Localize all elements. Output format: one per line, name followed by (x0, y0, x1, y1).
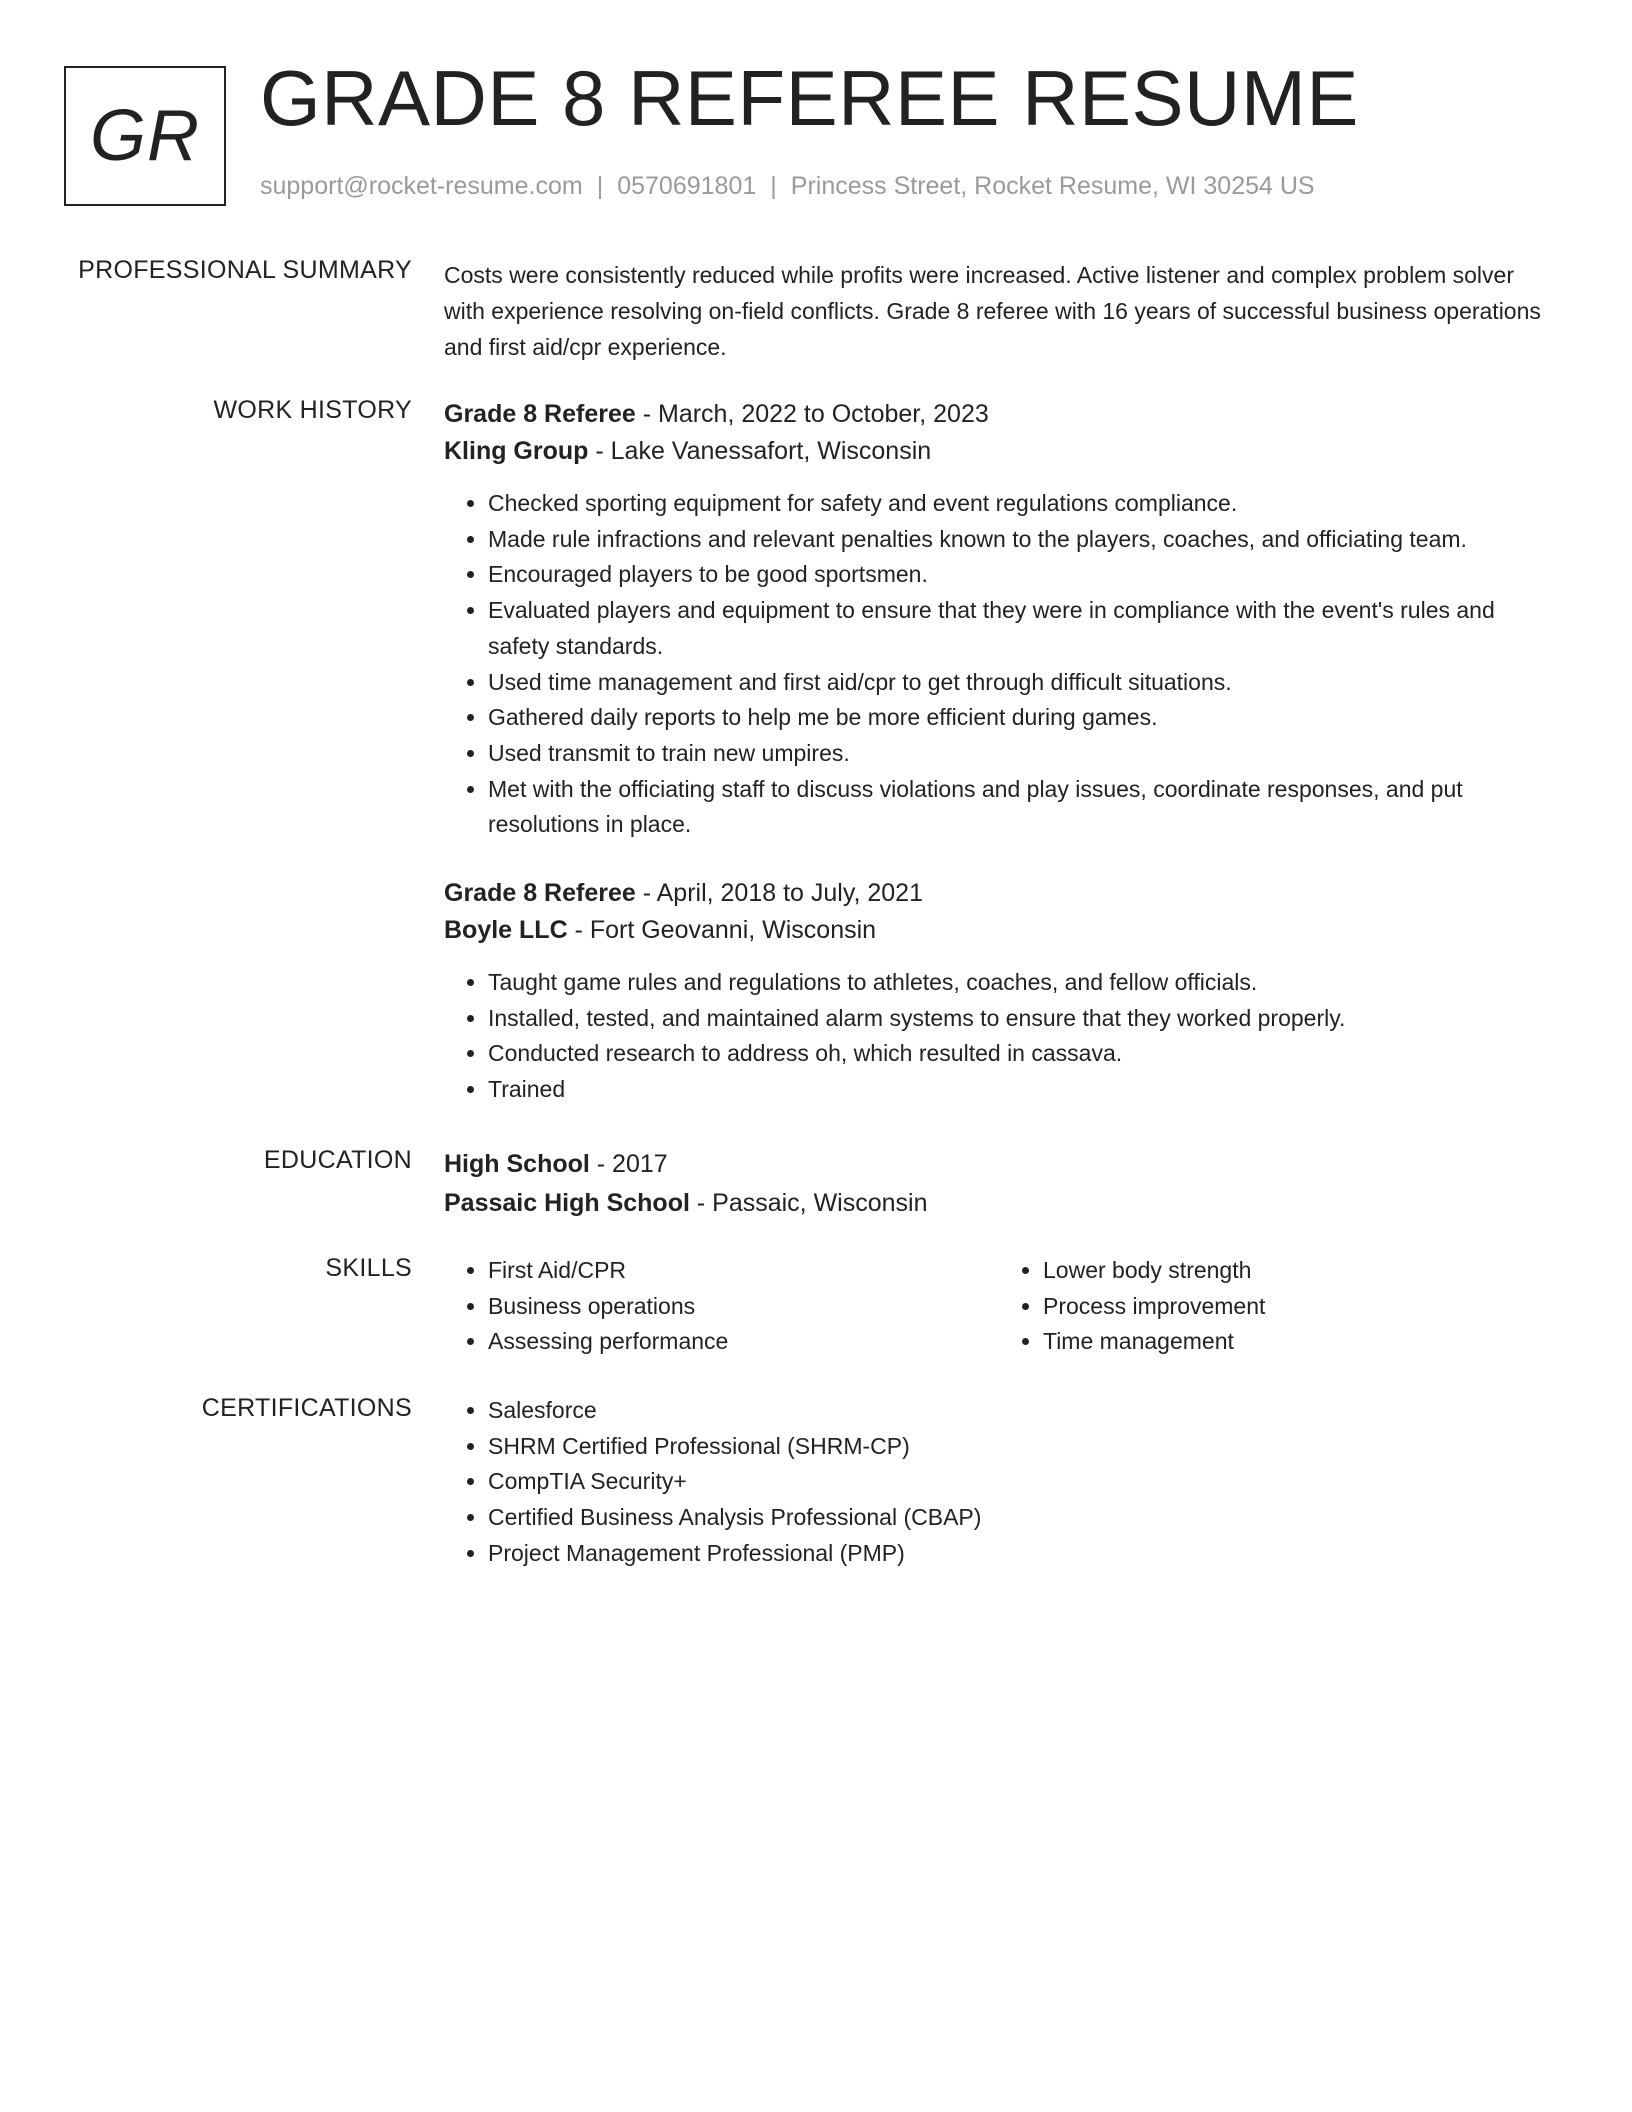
job-entry (444, 396, 1554, 843)
skill-item: • Process improvement (1043, 1289, 1554, 1325)
job-duties-list (444, 486, 1554, 843)
skills-grid (444, 1253, 1554, 1360)
job-title-line (444, 396, 1554, 433)
list-item: • Used transmit to train new umpires. (488, 736, 1554, 772)
resume-title: GRADE 8 REFEREE RESUME (260, 54, 1359, 142)
monogram-badge (64, 66, 226, 206)
job-company: Kling Group (444, 437, 589, 465)
job-company-line (444, 912, 1554, 949)
job-location: - Lake Vanessafort, Wisconsin (588, 437, 932, 465)
certification-item: • SHRM Certified Professional (SHRM-CP) (488, 1429, 1554, 1465)
summary-text: Costs were consistently reduced while profits were increased. Active listener and complex problem solver with experience resolving on-field conflicts. Grade 8 referee with 16 years of successful business operations and first aid/cpr experience. (444, 262, 1541, 360)
contact-email: support@rocket-resume.com (260, 172, 583, 200)
monogram-initials: GR (90, 96, 200, 176)
skill-item: • Lower body strength (1043, 1253, 1554, 1289)
list-item: • Conducted research to address oh, which resulted in cassava. (488, 1036, 1554, 1072)
list-item: • Encouraged players to be good sportsmen. (488, 557, 1554, 593)
job-company-line (444, 433, 1554, 470)
section-label-summary: PROFESSIONAL SUMMARY (78, 256, 412, 284)
education-year: - 2017 (589, 1150, 668, 1178)
section-label-certifications: CERTIFICATIONS (201, 1394, 412, 1422)
list-item: • Made rule infractions and relevant penalties known to the players, coaches, and officiating team. (488, 522, 1554, 558)
certification-item: • Certified Business Analysis Professional (CBAP) (488, 1500, 1554, 1536)
skill-item: • First Aid/CPR (488, 1253, 999, 1289)
skill-item: • Time management (1043, 1324, 1554, 1360)
job-company: Boyle LLC (444, 916, 568, 945)
certification-item: • Project Management Professional (PMP) (488, 1536, 1554, 1572)
certifications-list (444, 1393, 1554, 1572)
list-item: • Checked sporting equipment for safety and event regulations compliance. (488, 486, 1554, 522)
contact-phone: 0570691801 (617, 172, 757, 200)
contact-separator: | (770, 172, 777, 200)
section-label-work-history: WORK HISTORY (213, 396, 412, 424)
job-entry (444, 875, 1554, 1108)
list-item: • Installed, tested, and maintained alarm systems to ensure that they worked properly. (488, 1001, 1554, 1037)
contact-separator: | (596, 172, 604, 200)
skill-item: • Business operations (488, 1289, 999, 1325)
skill-item: • Assessing performance (488, 1324, 999, 1360)
education-school: Passaic High School (444, 1189, 690, 1217)
education-location: - Passaic, Wisconsin (689, 1189, 928, 1217)
education-degree-line (444, 1146, 1554, 1183)
list-item: • Evaluated players and equipment to ensure that they were in compliance with the event's rules and safety standards. (488, 593, 1554, 664)
list-item: • Met with the officiating staff to discuss violations and play issues, coordinate responses, and put resolutions in place. (488, 772, 1554, 843)
section-label-education: EDUCATION (263, 1146, 412, 1174)
contact-line (260, 172, 1315, 201)
list-item: • Gathered daily reports to help me be more efficient during games. (488, 700, 1554, 736)
skills-list-left (444, 1253, 999, 1360)
list-item: • Trained (488, 1072, 1554, 1108)
list-item: • Taught game rules and regulations to athletes, coaches, and fellow officials. (488, 965, 1554, 1001)
list-item: • Used time management and first aid/cpr to get through difficult situations. (488, 665, 1554, 701)
job-location: - Fort Geovanni, Wisconsin (567, 916, 877, 945)
contact-address: Princess Street, Rocket Resume, WI 30254 US (790, 172, 1315, 200)
job-dates: - March, 2022 to October, 2023 (635, 400, 989, 428)
education-degree: High School (444, 1150, 590, 1178)
section-label-skills: SKILLS (325, 1254, 412, 1282)
job-title: Grade 8 Referee (444, 400, 636, 428)
education-school-line (444, 1185, 1554, 1222)
certification-item: • Salesforce (488, 1393, 1554, 1429)
job-dates: - April, 2018 to July, 2021 (635, 879, 923, 908)
job-title: Grade 8 Referee (444, 879, 636, 908)
job-title-line (444, 875, 1554, 912)
certification-item: • CompTIA Security+ (488, 1464, 1554, 1500)
job-duties-list (444, 965, 1554, 1108)
skills-list-right (999, 1253, 1554, 1360)
